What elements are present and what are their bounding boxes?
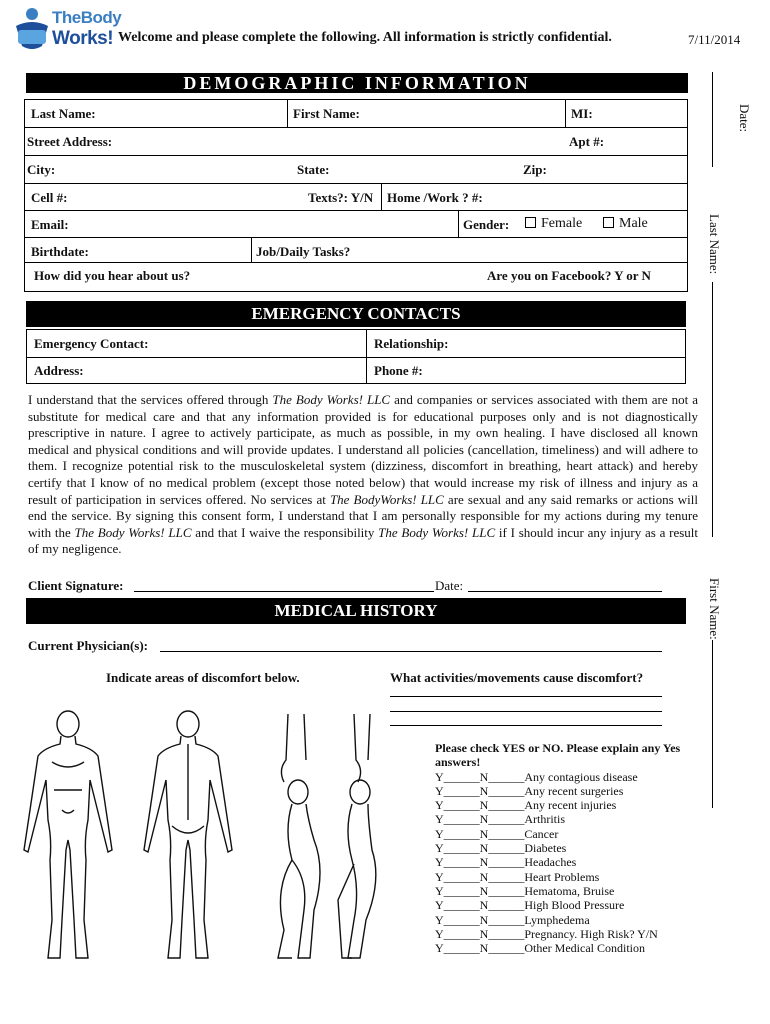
- yes-no-blanks[interactable]: Y______N______: [435, 812, 525, 827]
- emergency-section-header: EMERGENCY CONTACTS: [26, 301, 686, 327]
- condition-label: Arthritis: [524, 812, 566, 827]
- activities-line-1[interactable]: [390, 696, 662, 697]
- yes-no-blanks[interactable]: Y______N______: [435, 941, 525, 956]
- condition-row[interactable]: [435, 941, 705, 955]
- yes-no-blanks[interactable]: Y______N______: [435, 826, 525, 841]
- side-last-name-line[interactable]: [712, 282, 713, 537]
- male-checkbox[interactable]: [603, 217, 614, 228]
- body-side-figure-right[interactable]: [338, 714, 376, 958]
- apt-field[interactable]: Apt #:: [569, 134, 605, 149]
- signature-date-label: Date:: [435, 578, 464, 593]
- body-side-figure-left[interactable]: [278, 714, 320, 958]
- medical-section-header: MEDICAL HISTORY: [26, 598, 686, 624]
- yes-no-blanks[interactable]: Y______N______: [435, 769, 525, 784]
- consent-paragraph: I understand that the services offered through The Body Works! LLC and companies or services associated with them are not a substitute for medical care and that any information provided is for educational purposes only and is not diagnostically prescriptive in nature. I agree to actively participate, as much as possible, in my own healing. I have disclosed all known medical and physical conditions and will provide updates. I understand all policies (cancellation, timeliness) and will adhere to them. I recognize potential risk to the musculoskeletal system (dizziness, discomfort in breathing, heart attack) and hereby certify that I know of no medical problem (except those noted below) that would increase my risk of illness and injury as a result of participation in services offered. No services at The BodyWorks! LLC are sexual and any said remarks or actions will end the service. By signing this consent form, I understand that I am personally responsible for my actions during my tenure with the The Body Works! LLC and that I waive the responsibility The Body Works! LLC if I should incur any injury as a result of my negligence.: [28, 392, 699, 557]
- home-work-field[interactable]: Home /Work ? #:: [387, 190, 483, 205]
- referral-source-field[interactable]: How did you hear about us?: [34, 268, 191, 283]
- gender-label: Gender:: [463, 217, 510, 232]
- emergency-address-field[interactable]: Address:: [34, 363, 84, 378]
- condition-row[interactable]: [435, 884, 705, 898]
- condition-label: Any contagious disease: [524, 769, 638, 784]
- physician-label: Current Physician(s):: [28, 638, 149, 653]
- condition-row[interactable]: [435, 827, 705, 841]
- side-date-label: Date:: [737, 104, 752, 133]
- condition-row[interactable]: [435, 770, 705, 784]
- yes-no-blanks[interactable]: Y______N______: [435, 798, 525, 813]
- emergency-contact-field[interactable]: Emergency Contact:: [34, 336, 149, 351]
- female-label: Female: [541, 216, 583, 231]
- logo-figure-icon: [12, 6, 52, 52]
- welcome-message: Welcome and please complete the following. All information is strictly confidential.: [118, 30, 612, 45]
- street-address-field[interactable]: Street Address:: [27, 134, 113, 149]
- yes-no-blanks[interactable]: Y______N______: [435, 783, 525, 798]
- yes-no-blanks[interactable]: Y______N______: [435, 869, 525, 884]
- checklist-instructions: Please check YES or NO. Please explain any Yes answers!: [435, 741, 681, 770]
- female-checkbox[interactable]: [525, 217, 536, 228]
- middle-initial-field[interactable]: MI:: [571, 106, 593, 121]
- side-first-name-line[interactable]: [712, 640, 713, 808]
- logo-text-works: Works!: [52, 28, 114, 49]
- activities-question: What activities/movements cause discomfort?: [390, 670, 644, 685]
- client-signature-label: Client Signature:: [28, 578, 124, 593]
- medical-checklist: [435, 741, 705, 955]
- condition-row[interactable]: [435, 798, 705, 812]
- condition-row[interactable]: [435, 898, 705, 912]
- yes-no-blanks[interactable]: Y______N______: [435, 898, 525, 913]
- condition-label: Any recent injuries: [524, 798, 617, 813]
- physician-line[interactable]: [160, 651, 662, 652]
- condition-row[interactable]: [435, 841, 705, 855]
- side-last-name-label: Last Name:: [707, 214, 722, 275]
- yes-no-blanks[interactable]: Y______N______: [435, 926, 525, 941]
- condition-label: Cancer: [524, 826, 559, 841]
- state-field[interactable]: State:: [297, 162, 330, 177]
- condition-label: Hematoma, Bruise: [524, 883, 615, 898]
- side-first-name-label: First Name:: [707, 578, 722, 640]
- discomfort-areas-heading: Indicate areas of discomfort below.: [106, 670, 300, 685]
- yes-no-blanks[interactable]: Y______N______: [435, 912, 525, 927]
- logo-text-the: TheBody: [52, 8, 122, 27]
- condition-row[interactable]: [435, 913, 705, 927]
- body-diagram[interactable]: [8, 700, 393, 970]
- yes-no-blanks[interactable]: Y______N______: [435, 883, 525, 898]
- signature-date-line[interactable]: [468, 591, 662, 592]
- yes-no-blanks[interactable]: Y______N______: [435, 855, 525, 870]
- emergency-phone-field[interactable]: Phone #:: [374, 363, 423, 378]
- company-logo: [12, 6, 120, 54]
- city-field[interactable]: City:: [27, 162, 56, 177]
- cell-field[interactable]: Cell #:: [31, 190, 68, 205]
- demographic-form: [24, 99, 688, 292]
- condition-row[interactable]: [435, 870, 705, 884]
- activities-line-2[interactable]: [390, 711, 662, 712]
- gender-male-option[interactable]: [603, 216, 648, 232]
- texts-field[interactable]: Texts?: Y/N: [308, 190, 374, 205]
- condition-row[interactable]: [435, 855, 705, 869]
- demographic-section-header: DEMOGRAPHIC INFORMATION: [26, 73, 688, 93]
- condition-label: Pregnancy. High Risk? Y/N: [524, 926, 658, 941]
- condition-label: Lymphedema: [524, 912, 590, 927]
- birthdate-field[interactable]: Birthdate:: [31, 244, 89, 259]
- yes-no-blanks[interactable]: Y______N______: [435, 841, 525, 856]
- relationship-field[interactable]: Relationship:: [374, 336, 449, 351]
- first-name-field[interactable]: First Name:: [293, 106, 360, 121]
- condition-label: Headaches: [524, 855, 577, 870]
- zip-field[interactable]: Zip:: [523, 162, 547, 177]
- job-tasks-field[interactable]: Job/Daily Tasks?: [256, 244, 351, 259]
- condition-row[interactable]: [435, 784, 705, 798]
- male-label: Male: [619, 216, 648, 231]
- condition-label: Diabetes: [524, 841, 567, 856]
- condition-label: Other Medical Condition: [524, 941, 645, 956]
- condition-row[interactable]: [435, 812, 705, 826]
- emergency-form: [26, 329, 686, 384]
- body-front-figure[interactable]: [24, 711, 112, 958]
- condition-row[interactable]: [435, 927, 705, 941]
- condition-label: High Blood Pressure: [524, 898, 625, 913]
- activities-line-3[interactable]: [390, 725, 662, 726]
- email-field[interactable]: Email:: [31, 217, 69, 232]
- last-name-field[interactable]: Last Name:: [31, 106, 96, 121]
- side-date-line[interactable]: [712, 72, 713, 167]
- form-date: 7/11/2014: [688, 32, 741, 47]
- condition-label: Heart Problems: [524, 869, 600, 884]
- gender-female-option[interactable]: [525, 216, 582, 232]
- client-signature-line[interactable]: [134, 591, 434, 592]
- facebook-field[interactable]: Are you on Facebook? Y or N: [487, 268, 651, 283]
- condition-label: Any recent surgeries: [524, 783, 624, 798]
- body-back-figure[interactable]: [144, 711, 232, 958]
